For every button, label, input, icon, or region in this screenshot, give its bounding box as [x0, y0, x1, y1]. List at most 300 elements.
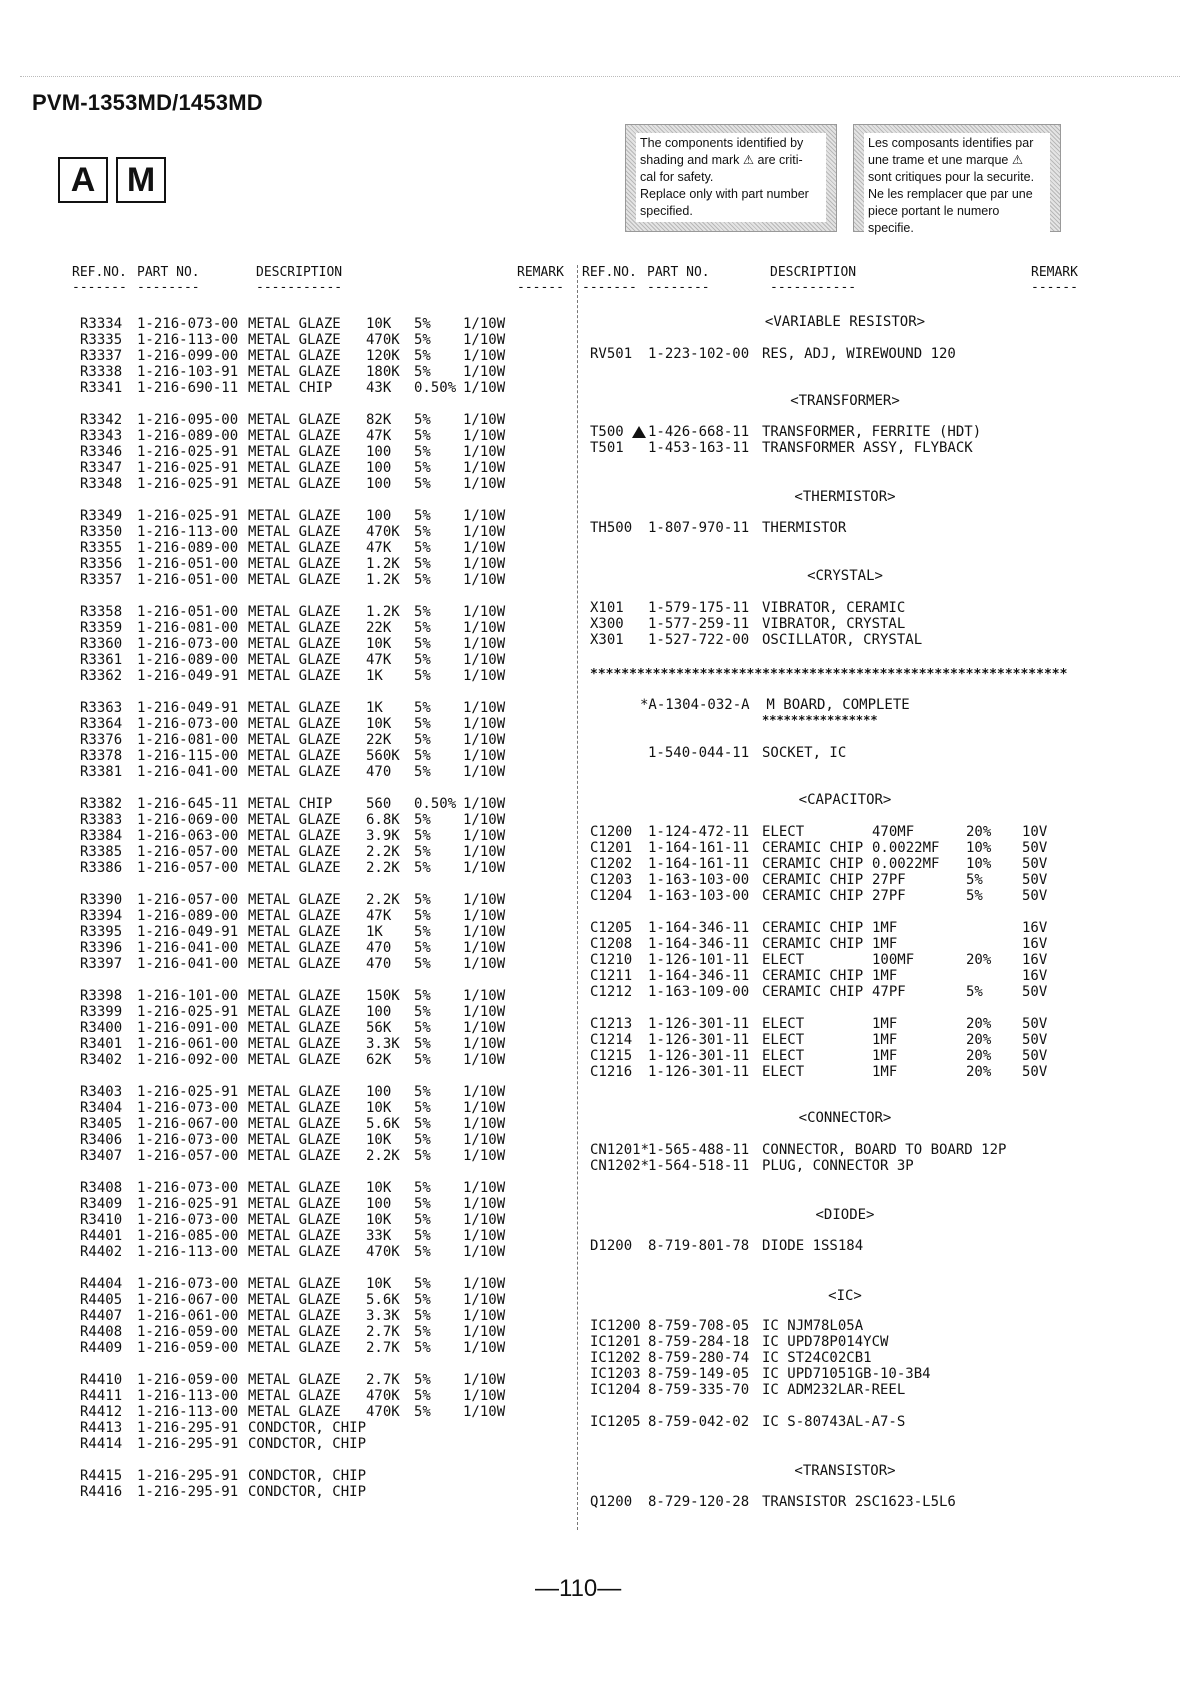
cell-tolerance: 5%: [414, 924, 431, 940]
cell-part-no: 1-579-175-11: [648, 600, 750, 616]
cell-tolerance: 5%: [414, 1228, 431, 1244]
cell-value: 1MF: [872, 936, 898, 952]
cell-tolerance: 5%: [414, 348, 431, 364]
cell-value: 470K: [366, 332, 400, 348]
cell-value: 3.3K: [366, 1036, 400, 1052]
cell-tolerance: 5%: [414, 572, 431, 588]
cell-part-no: 1-216-057-00: [137, 844, 239, 860]
cell-tolerance: 5%: [414, 1212, 431, 1228]
cell-tolerance: 5%: [414, 1324, 431, 1340]
cell-part-no: 1-216-025-91: [137, 476, 239, 492]
cell-value: 470K: [366, 1388, 400, 1404]
cell-rating: 50V: [1022, 1064, 1048, 1080]
badge-m: M: [116, 157, 166, 203]
cell-part-no: 1-216-049-91: [137, 924, 239, 940]
cell-rating: 1/10W: [463, 988, 506, 1004]
cell-part-no: 1-216-063-00: [137, 828, 239, 844]
cell-description: TRANSFORMER, FERRITE (HDT): [762, 424, 982, 440]
cell-rating: 1/10W: [463, 924, 506, 940]
cell-rating: 1/10W: [463, 1308, 506, 1324]
cell-part-no: 8-759-284-18: [648, 1334, 750, 1350]
cell-tolerance: 5%: [414, 604, 431, 620]
cell-part-no: 1-807-970-11: [648, 520, 750, 536]
cell-tolerance: 5%: [414, 1340, 431, 1356]
cell-part-no: 1-216-025-91: [137, 444, 239, 460]
cell-value: 62K: [366, 1052, 392, 1068]
cell-description: METAL GLAZE: [248, 1244, 341, 1260]
cell-value: 47K: [366, 908, 392, 924]
cell-ref: R3338: [80, 364, 123, 380]
cell-part-no: 1-216-295-91: [137, 1468, 239, 1484]
cell-part-no: 1-216-073-00: [137, 316, 239, 332]
cell-tolerance: 5%: [414, 540, 431, 556]
m-board-complete: *A-1304-032-A M BOARD, COMPLETE: [640, 697, 910, 713]
cell-rating: 1/10W: [463, 476, 506, 492]
cell-ref: IC1203: [590, 1366, 641, 1382]
right-header-ref: REF.NO. -------: [582, 265, 637, 295]
cell-tolerance: 5%: [414, 1084, 431, 1100]
cell-description: METAL GLAZE: [248, 556, 341, 572]
cell-description: METAL GLAZE: [248, 1004, 341, 1020]
m-board-underline-stars: ****************: [762, 713, 878, 727]
cell-ref: R3356: [80, 556, 123, 572]
cell-part-no: 1-164-346-11: [648, 968, 750, 984]
cell-part-no: 1-216-113-00: [137, 1404, 239, 1420]
cell-value: 1.2K: [366, 604, 400, 620]
cell-part-no: 1-216-041-00: [137, 940, 239, 956]
cell-value: 33K: [366, 1228, 392, 1244]
cell-tolerance: 5%: [414, 1132, 431, 1148]
cell-ref: C1201: [590, 840, 633, 856]
cell-part-no: 1-216-073-00: [137, 1276, 239, 1292]
cell-description: METAL CHIP: [248, 796, 333, 812]
cell-rating: 1/10W: [463, 716, 506, 732]
model-title: PVM-1353MD/1453MD: [32, 90, 263, 115]
cell-rating: 1/10W: [463, 1404, 506, 1420]
cell-description: METAL GLAZE: [248, 1372, 341, 1388]
cell-value: 1.2K: [366, 556, 400, 572]
cell-ref: R3407: [80, 1148, 123, 1164]
cell-description: METAL GLAZE: [248, 1308, 341, 1324]
cell-part-no: 8-729-120-28: [648, 1494, 750, 1510]
cell-tolerance: 5%: [414, 1148, 431, 1164]
cell-ref: R3378: [80, 748, 123, 764]
cell-description: METAL GLAZE: [248, 524, 341, 540]
cell-ref: R3394: [80, 908, 123, 924]
cell-rating: 1/10W: [463, 1180, 506, 1196]
cell-ref: R3400: [80, 1020, 123, 1036]
scan-artifact-line: [20, 76, 1180, 77]
cell-value: 2.2K: [366, 860, 400, 876]
cell-ref: R4409: [80, 1340, 123, 1356]
cell-ref: R4416: [80, 1484, 123, 1500]
cell-tolerance: 0.50%: [414, 380, 457, 396]
cell-rating: 1/10W: [463, 316, 506, 332]
cell-value: 10K: [366, 1132, 392, 1148]
cell-description: METAL GLAZE: [248, 1052, 341, 1068]
cell-tolerance: 5%: [414, 956, 431, 972]
cell-ref: R3355: [80, 540, 123, 556]
cell-description: METAL GLAZE: [248, 1340, 341, 1356]
cell-description: METAL GLAZE: [248, 668, 341, 684]
cell-description: CONNECTOR, BOARD TO BOARD 12P: [762, 1142, 1007, 1158]
cell-rating: 50V: [1022, 888, 1048, 904]
section-transistor: <TRANSISTOR>: [794, 1463, 896, 1479]
cell-part-no: 1-216-089-00: [137, 652, 239, 668]
cell-description: ELECT: [762, 1032, 805, 1048]
cell-ref: R3398: [80, 988, 123, 1004]
cell-ref: R3384: [80, 828, 123, 844]
cell-tolerance: 5%: [414, 1308, 431, 1324]
cell-ref: R3382: [80, 796, 123, 812]
cell-part-no: 1-126-301-11: [648, 1032, 750, 1048]
cell-description: IC S-80743AL-A7-S: [762, 1414, 906, 1430]
cell-description: METAL GLAZE: [248, 940, 341, 956]
cell-description: METAL GLAZE: [248, 1276, 341, 1292]
right-header-part: PART NO. --------: [647, 265, 710, 295]
cell-value: 180K: [366, 364, 400, 380]
cell-part-no: 1-216-061-00: [137, 1036, 239, 1052]
cell-part-no: 1-216-095-00: [137, 412, 239, 428]
cell-part-no: 1-216-059-00: [137, 1372, 239, 1388]
cell-part-no: 8-759-280-74: [648, 1350, 750, 1366]
cell-value: 47K: [366, 652, 392, 668]
cell-ref: R3406: [80, 1132, 123, 1148]
cell-description: METAL GLAZE: [248, 444, 341, 460]
cell-description: METAL GLAZE: [248, 764, 341, 780]
cell-tolerance: 5%: [966, 888, 983, 904]
socket-desc: SOCKET, IC: [762, 745, 847, 761]
cell-tolerance: 5%: [414, 1116, 431, 1132]
cell-value: 100: [366, 1084, 392, 1100]
cell-ref: CN1202*: [590, 1158, 650, 1174]
cell-rating: 1/10W: [463, 572, 506, 588]
cell-value: 470K: [366, 524, 400, 540]
cell-part-no: 8-759-708-05: [648, 1318, 750, 1334]
cell-part-no: 1-216-059-00: [137, 1340, 239, 1356]
cell-ref: R4411: [80, 1388, 123, 1404]
cell-description: METAL GLAZE: [248, 1132, 341, 1148]
cell-part-no: 1-216-092-00: [137, 1052, 239, 1068]
cell-part-no: 1-216-113-00: [137, 1388, 239, 1404]
cell-part-no: 1-216-067-00: [137, 1292, 239, 1308]
cell-value: 470K: [366, 1404, 400, 1420]
cell-part-no: 1-216-067-00: [137, 1116, 239, 1132]
cell-description: METAL GLAZE: [248, 652, 341, 668]
cell-value: 100: [366, 508, 392, 524]
cell-rating: 1/10W: [463, 940, 506, 956]
cell-description: VIBRATOR, CRYSTAL: [762, 616, 906, 632]
cell-ref: R3402: [80, 1052, 123, 1068]
cell-rating: 1/10W: [463, 668, 506, 684]
cell-ref: R4414: [80, 1436, 123, 1452]
cell-ref: C1202: [590, 856, 633, 872]
cell-description: PLUG, CONNECTOR 3P: [762, 1158, 914, 1174]
cell-description: THERMISTOR: [762, 520, 847, 536]
cell-part-no: 1-216-073-00: [137, 636, 239, 652]
cell-description: METAL GLAZE: [248, 572, 341, 588]
cell-description: METAL GLAZE: [248, 316, 341, 332]
cell-description: IC UPD71051GB-10-3B4: [762, 1366, 931, 1382]
cell-part-no: 8-759-149-05: [648, 1366, 750, 1382]
cell-ref: R3396: [80, 940, 123, 956]
cell-part-no: 1-216-091-00: [137, 1020, 239, 1036]
cell-value: 6.8K: [366, 812, 400, 828]
cell-value: 1MF: [872, 1064, 898, 1080]
cell-rating: 1/10W: [463, 1100, 506, 1116]
cell-part-no: 8-759-042-02: [648, 1414, 750, 1430]
cell-value: 1MF: [872, 1016, 898, 1032]
cell-tolerance: 5%: [414, 732, 431, 748]
cell-value: 82K: [366, 412, 392, 428]
cell-tolerance: 5%: [414, 460, 431, 476]
cell-description: OSCILLATOR, CRYSTAL: [762, 632, 923, 648]
cell-part-no: 1-216-645-11: [137, 796, 239, 812]
cell-part-no: 1-164-346-11: [648, 936, 750, 952]
cell-ref: R4405: [80, 1292, 123, 1308]
left-header-ref: REF.NO. -------: [72, 265, 127, 295]
cell-rating: 1/10W: [463, 1244, 506, 1260]
cell-rating: 1/10W: [463, 1324, 506, 1340]
cell-description: METAL GLAZE: [248, 1148, 341, 1164]
cell-description: METAL GLAZE: [248, 908, 341, 924]
cell-value: 2.7K: [366, 1372, 400, 1388]
cell-ref: R3359: [80, 620, 123, 636]
cell-part-no: 1-216-073-00: [137, 1212, 239, 1228]
cell-value: 470: [366, 764, 392, 780]
cell-value: 100: [366, 444, 392, 460]
cell-value: 150K: [366, 988, 400, 1004]
cell-part-no: 1-216-690-11: [137, 380, 239, 396]
cell-rating: 1/10W: [463, 620, 506, 636]
cell-description: METAL GLAZE: [248, 636, 341, 652]
cell-description: METAL GLAZE: [248, 700, 341, 716]
cell-description: TRANSFORMER ASSY, FLYBACK: [762, 440, 973, 456]
cell-ref: R3362: [80, 668, 123, 684]
cell-rating: 1/10W: [463, 364, 506, 380]
cell-rating: 1/10W: [463, 764, 506, 780]
cell-tolerance: 5%: [414, 1036, 431, 1052]
cell-rating: 1/10W: [463, 796, 506, 812]
cell-description: CONDCTOR, CHIP: [248, 1420, 367, 1436]
cell-tolerance: 5%: [414, 620, 431, 636]
cell-value: 1MF: [872, 920, 898, 936]
cell-part-no: 1-216-101-00: [137, 988, 239, 1004]
cell-part-no: 1-216-051-00: [137, 604, 239, 620]
cell-ref: R3357: [80, 572, 123, 588]
cell-ref: R3385: [80, 844, 123, 860]
cell-part-no: 1-126-301-11: [648, 1016, 750, 1032]
cell-value: 470: [366, 956, 392, 972]
cell-tolerance: 5%: [414, 316, 431, 332]
cell-value: 470: [366, 940, 392, 956]
cell-value: 120K: [366, 348, 400, 364]
cell-part-no: 1-426-668-11: [648, 424, 749, 440]
cell-rating: 1/10W: [463, 348, 506, 364]
cell-tolerance: 20%: [966, 824, 992, 840]
cell-ref: T501: [590, 440, 624, 456]
cell-tolerance: 5%: [414, 1292, 431, 1308]
cell-ref: X300: [590, 616, 624, 632]
cell-tolerance: 5%: [414, 444, 431, 460]
section-ic: <IC>: [828, 1288, 862, 1304]
cell-part-no: 1-216-025-91: [137, 1004, 239, 1020]
cell-rating: 1/10W: [463, 700, 506, 716]
cell-value: 2.7K: [366, 1340, 400, 1356]
cell-tolerance: 5%: [414, 428, 431, 444]
cell-value: 3.3K: [366, 1308, 400, 1324]
cell-tolerance: 5%: [414, 412, 431, 428]
cell-description: METAL GLAZE: [248, 332, 341, 348]
cell-ref: R3350: [80, 524, 123, 540]
cell-rating: 50V: [1022, 984, 1048, 1000]
right-header-desc: DESCRIPTION -----------: [770, 265, 857, 295]
cell-value: 100: [366, 1004, 392, 1020]
cell-tolerance: 10%: [966, 856, 992, 872]
cell-value: 27PF: [872, 888, 906, 904]
cell-ref: R3383: [80, 812, 123, 828]
cell-description: METAL GLAZE: [248, 732, 341, 748]
section-connector: <CONNECTOR>: [798, 1110, 892, 1126]
cell-part-no: 1-564-518-11: [648, 1158, 750, 1174]
cell-tolerance: 5%: [414, 892, 431, 908]
left-header-remark: REMARK ------: [517, 265, 564, 295]
cell-tolerance: 5%: [414, 1196, 431, 1212]
cell-ref: R3381: [80, 764, 123, 780]
cell-part-no: 1-216-073-00: [137, 1132, 239, 1148]
cell-tolerance: 20%: [966, 1048, 992, 1064]
cell-ref: R4410: [80, 1372, 123, 1388]
cell-description: METAL GLAZE: [248, 540, 341, 556]
cell-ref: R3346: [80, 444, 123, 460]
cell-rating: 1/10W: [463, 1036, 506, 1052]
cell-tolerance: 20%: [966, 1064, 992, 1080]
cell-rating: 1/10W: [463, 908, 506, 924]
cell-description: METAL GLAZE: [248, 412, 341, 428]
cell-tolerance: 5%: [414, 1004, 431, 1020]
cell-tolerance: 5%: [414, 844, 431, 860]
cell-rating: 50V: [1022, 840, 1048, 856]
section-diode: <DIODE>: [815, 1207, 875, 1223]
cell-ref: R3397: [80, 956, 123, 972]
cell-tolerance: 5%: [414, 1180, 431, 1196]
cell-description: METAL GLAZE: [248, 348, 341, 364]
cell-part-no: 1-216-025-91: [137, 460, 239, 476]
cell-tolerance: 5%: [414, 1276, 431, 1292]
cell-value: 100: [366, 460, 392, 476]
cell-part-no: 1-216-061-00: [137, 1308, 239, 1324]
cell-description: METAL GLAZE: [248, 1036, 341, 1052]
cell-ref: C1214: [590, 1032, 633, 1048]
cell-ref: R4402: [80, 1244, 123, 1260]
cell-value: 0.0022MF: [872, 840, 940, 856]
cell-tolerance: 5%: [414, 524, 431, 540]
cell-description: ELECT: [762, 1048, 805, 1064]
cell-description: METAL GLAZE: [248, 748, 341, 764]
cell-description: CERAMIC CHIP: [762, 920, 864, 936]
cell-part-no: 1-216-295-91: [137, 1484, 239, 1500]
cell-value: 2.7K: [366, 1324, 400, 1340]
cell-rating: 1/10W: [463, 1388, 506, 1404]
cell-ref: C1204: [590, 888, 633, 904]
cell-part-no: 1-216-041-00: [137, 764, 239, 780]
cell-rating: 1/10W: [463, 636, 506, 652]
page-number: —110—: [535, 1575, 622, 1602]
cell-rating: 1/10W: [463, 540, 506, 556]
cell-part-no: 1-126-301-11: [648, 1048, 750, 1064]
cell-part-no: 1-216-103-91: [137, 364, 239, 380]
cell-part-no: 1-216-069-00: [137, 812, 239, 828]
cell-tolerance: 5%: [414, 908, 431, 924]
cell-part-no: 8-719-801-78: [648, 1238, 750, 1254]
cell-rating: 16V: [1022, 968, 1048, 984]
cell-part-no: 1-216-049-91: [137, 668, 239, 684]
cell-part-no: 1-216-295-91: [137, 1436, 239, 1452]
cell-ref: R3403: [80, 1084, 123, 1100]
cell-description: ELECT: [762, 1016, 805, 1032]
cell-rating: 1/10W: [463, 1372, 506, 1388]
cell-value: 100MF: [872, 952, 915, 968]
cell-ref: R3408: [80, 1180, 123, 1196]
cell-tolerance: 5%: [414, 668, 431, 684]
cell-tolerance: 5%: [414, 1020, 431, 1036]
cell-description: CERAMIC CHIP: [762, 872, 864, 888]
cell-tolerance: 5%: [414, 556, 431, 572]
cell-value: 1K: [366, 924, 383, 940]
cell-tolerance: 5%: [414, 1372, 431, 1388]
cell-description: METAL GLAZE: [248, 812, 341, 828]
cell-description: METAL GLAZE: [248, 428, 341, 444]
cell-rating: 1/10W: [463, 652, 506, 668]
cell-ref: R3342: [80, 412, 123, 428]
cell-description: CONDCTOR, CHIP: [248, 1468, 367, 1484]
cell-description: TRANSISTOR 2SC1623-L5L6: [762, 1494, 956, 1510]
cell-rating: 1/10W: [463, 428, 506, 444]
cell-value: 2.2K: [366, 1148, 400, 1164]
cell-description: METAL GLAZE: [248, 892, 341, 908]
cell-tolerance: 5%: [414, 1388, 431, 1404]
cell-ref: R3347: [80, 460, 123, 476]
left-header-part: PART NO. --------: [137, 265, 200, 295]
cell-part-no: 1-453-163-11: [648, 440, 750, 456]
cell-part-no: 1-216-051-00: [137, 572, 239, 588]
safety-notice-french-text: Les composants identifies par une trame et une marque ⚠ sont critiques pour la securite. Ne les remplacer que par une piece portant le numero specifie.: [864, 133, 1050, 239]
cell-part-no: 1-164-346-11: [648, 920, 750, 936]
cell-tolerance: 5%: [414, 748, 431, 764]
cell-description: METAL GLAZE: [248, 1020, 341, 1036]
cell-part-no: 1-163-109-00: [648, 984, 750, 1000]
cell-description: CERAMIC CHIP: [762, 856, 864, 872]
cell-ref: R3376: [80, 732, 123, 748]
section-crystal: <CRYSTAL>: [807, 568, 883, 584]
cell-rating: 1/10W: [463, 1004, 506, 1020]
cell-value: 100: [366, 476, 392, 492]
cell-part-no: 1-164-161-11: [648, 840, 750, 856]
cell-value: 5.6K: [366, 1292, 400, 1308]
cell-description: METAL GLAZE: [248, 604, 341, 620]
section-capacitor: <CAPACITOR>: [798, 792, 892, 808]
cell-rating: 1/10W: [463, 748, 506, 764]
cell-rating: 1/10W: [463, 604, 506, 620]
cell-part-no: 1-124-472-11: [648, 824, 750, 840]
cell-rating: 1/10W: [463, 1228, 506, 1244]
cell-tolerance: 5%: [414, 1052, 431, 1068]
cell-rating: 1/10W: [463, 508, 506, 524]
cell-tolerance: 5%: [414, 700, 431, 716]
cell-description: METAL GLAZE: [248, 844, 341, 860]
right-header-remark: REMARK ------: [1031, 265, 1078, 295]
cell-tolerance: 5%: [966, 872, 983, 888]
